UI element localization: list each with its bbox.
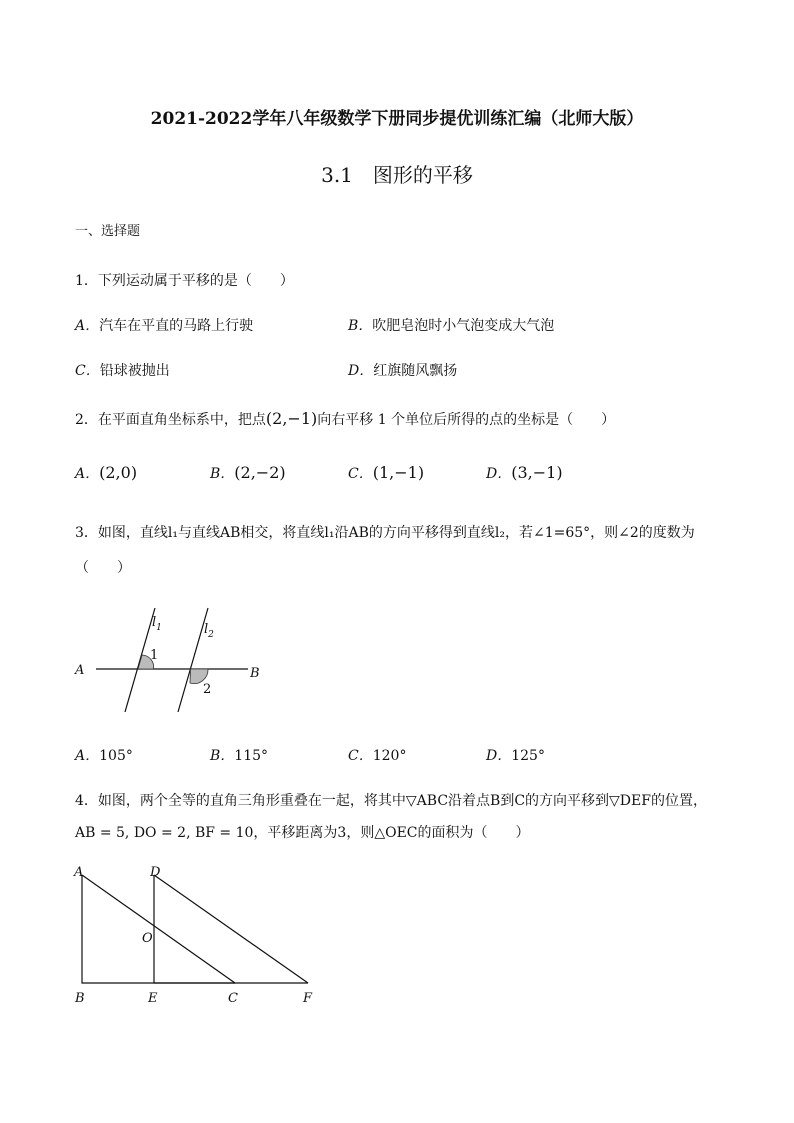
q1-option-a: A．汽车在平直的马路上行驶 [75, 318, 254, 334]
label-a: A [75, 663, 85, 678]
question-3-stem: 3．如图，直线l₁与直线AB相交，将直线l₁沿AB的方向平移得到直线l₂，若∠1=65°，则∠2的度数为 [75, 525, 695, 541]
question-2-stem: 2．在平面直角坐标系中，把点(2,−1)向右平移 1 个单位后所得的点的坐标是（ ） [75, 409, 616, 428]
question-3-stem-cont: （ ） [75, 560, 131, 576]
label-angle-1: 1 [150, 648, 159, 663]
question-4-stem-cont: AB = 5, DO = 2, BF = 10，平移距离为3，则△OEC的面积为（ ） [75, 825, 530, 841]
q3-option-b: B．115° [210, 748, 269, 764]
label-b: B [75, 991, 85, 1006]
label-l1: $l_1$ [152, 615, 162, 633]
section-label: 一、选择题 [75, 224, 141, 239]
q2-option-a: A．(2,0) [75, 463, 138, 482]
label-d: D [150, 865, 161, 880]
q1-option-b: B．吹肥皂泡时小气泡变成大气泡 [348, 318, 555, 334]
label-e: E [148, 991, 158, 1006]
q3-option-c: C．120° [348, 748, 407, 764]
triangle-abc-hypotenuse [82, 875, 235, 983]
q3-option-a: A．105° [75, 748, 133, 764]
q1-option-c: C．铅球被抛出 [75, 363, 170, 379]
section-subtitle: 3.1 图形的平移 [321, 163, 473, 187]
q2-option-d: D．(3,−1) [486, 463, 563, 482]
label-angle-2: 2 [203, 682, 212, 697]
label-c: C [228, 991, 238, 1006]
label-o: O [142, 931, 153, 946]
question-1-stem: 1．下列运动属于平移的是（ ） [75, 273, 294, 289]
q1-option-d: D．红旗随风飘扬 [348, 363, 458, 379]
q2-point: (2,−1) [265, 409, 318, 428]
triangle-def-hypotenuse [154, 875, 308, 983]
label-a: A [74, 865, 84, 880]
label-b: B [250, 666, 260, 681]
page-title: 2021-2022学年八年级数学下册同步提优训练汇编（北师大版） [150, 109, 644, 129]
q2-option-b: B．(2,−2) [210, 463, 286, 482]
q3-figure [70, 600, 270, 720]
question-4-stem: 4．如图，两个全等的直角三角形重叠在一起，将其中▽ABC沿着点B到C的方向平移到▽DEF的位置， [75, 793, 707, 809]
q3-option-d: D．125° [486, 748, 545, 764]
q4-figure [70, 860, 330, 1010]
label-f: F [303, 991, 313, 1006]
q2-option-c: C．(1,−1) [348, 463, 425, 482]
label-l2: $l_2$ [204, 622, 214, 640]
